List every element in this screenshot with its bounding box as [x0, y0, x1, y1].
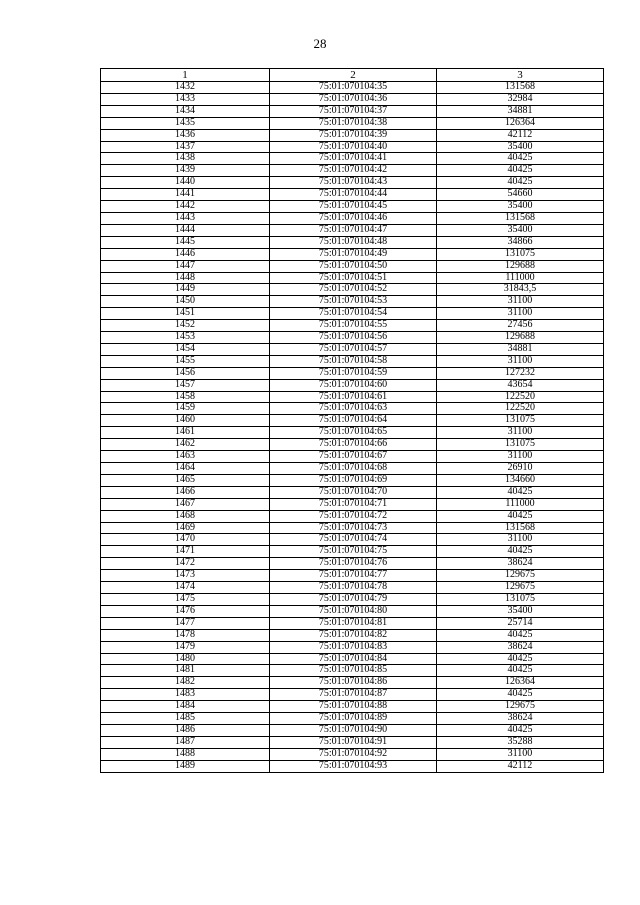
row-number-cell: 1435 — [101, 117, 270, 129]
table-row — [101, 129, 604, 141]
value-cell: 54660 — [437, 189, 604, 201]
value-cell: 31843,5 — [437, 284, 604, 296]
cadastral-number-cell: 75:01:070104:57 — [270, 343, 437, 355]
value-cell: 40425 — [437, 486, 604, 498]
table-row — [101, 391, 604, 403]
row-number-cell: 1442 — [101, 201, 270, 213]
cadastral-number-cell: 75:01:070104:46 — [270, 212, 437, 224]
row-number-cell: 1433 — [101, 93, 270, 105]
row-number-cell: 1481 — [101, 665, 270, 677]
row-number-cell: 1440 — [101, 177, 270, 189]
value-cell: 31100 — [437, 427, 604, 439]
cadastral-number-cell: 75:01:070104:65 — [270, 427, 437, 439]
row-number-cell: 1452 — [101, 320, 270, 332]
cadastral-number-cell: 75:01:070104:68 — [270, 463, 437, 475]
row-number-cell: 1485 — [101, 713, 270, 725]
value-cell: 129688 — [437, 260, 604, 272]
table-row — [101, 248, 604, 260]
row-number-cell: 1489 — [101, 760, 270, 772]
value-cell: 35400 — [437, 224, 604, 236]
row-number-cell: 1477 — [101, 617, 270, 629]
value-cell: 126364 — [437, 117, 604, 129]
table-row — [101, 260, 604, 272]
row-number-cell: 1462 — [101, 439, 270, 451]
table-row — [101, 82, 604, 94]
cadastral-number-cell: 75:01:070104:37 — [270, 105, 437, 117]
table-row — [101, 105, 604, 117]
value-cell: 129688 — [437, 332, 604, 344]
value-cell: 31100 — [437, 534, 604, 546]
value-cell: 40425 — [437, 665, 604, 677]
table-row — [101, 224, 604, 236]
cadastral-number-cell: 75:01:070104:51 — [270, 272, 437, 284]
value-cell: 31100 — [437, 748, 604, 760]
value-cell: 31100 — [437, 451, 604, 463]
cadastral-number-cell: 75:01:070104:90 — [270, 724, 437, 736]
value-cell: 111000 — [437, 272, 604, 284]
value-cell: 40425 — [437, 689, 604, 701]
value-cell: 34881 — [437, 343, 604, 355]
cadastral-number-cell: 75:01:070104:53 — [270, 296, 437, 308]
value-cell: 25714 — [437, 617, 604, 629]
value-cell: 31100 — [437, 296, 604, 308]
cadastral-number-cell: 75:01:070104:71 — [270, 498, 437, 510]
cadastral-number-cell: 75:01:070104:92 — [270, 748, 437, 760]
value-cell: 32984 — [437, 93, 604, 105]
row-number-cell: 1476 — [101, 605, 270, 617]
cadastral-number-cell: 75:01:070104:81 — [270, 617, 437, 629]
cadastral-number-cell: 75:01:070104:44 — [270, 189, 437, 201]
table-row — [101, 236, 604, 248]
cadastral-number-cell: 75:01:070104:75 — [270, 546, 437, 558]
table-row — [101, 486, 604, 498]
row-number-cell: 1457 — [101, 379, 270, 391]
row-number-cell: 1439 — [101, 165, 270, 177]
table-row — [101, 713, 604, 725]
table-row — [101, 534, 604, 546]
row-number-cell: 1454 — [101, 343, 270, 355]
value-cell: 134660 — [437, 474, 604, 486]
table-row — [101, 605, 604, 617]
cadastral-number-cell: 75:01:070104:66 — [270, 439, 437, 451]
row-number-cell: 1484 — [101, 701, 270, 713]
row-number-cell: 1483 — [101, 689, 270, 701]
table-row — [101, 474, 604, 486]
page-number: 28 — [313, 36, 327, 51]
table-row — [101, 427, 604, 439]
cadastral-number-cell: 75:01:070104:45 — [270, 201, 437, 213]
column-header: 2 — [270, 69, 437, 82]
cadastral-number-cell: 75:01:070104:60 — [270, 379, 437, 391]
table-row — [101, 403, 604, 415]
cadastral-number-cell: 75:01:070104:82 — [270, 629, 437, 641]
row-number-cell: 1482 — [101, 677, 270, 689]
value-cell: 40425 — [437, 653, 604, 665]
cadastral-number-cell: 75:01:070104:87 — [270, 689, 437, 701]
table-row — [101, 570, 604, 582]
cadastral-number-cell: 75:01:070104:47 — [270, 224, 437, 236]
data-table — [100, 68, 604, 773]
row-number-cell: 1441 — [101, 189, 270, 201]
table-row — [101, 93, 604, 105]
cadastral-number-cell: 75:01:070104:50 — [270, 260, 437, 272]
cadastral-number-cell: 75:01:070104:64 — [270, 415, 437, 427]
row-number-cell: 1455 — [101, 355, 270, 367]
table-row — [101, 177, 604, 189]
table-row — [101, 201, 604, 213]
table-row — [101, 653, 604, 665]
row-number-cell: 1436 — [101, 129, 270, 141]
column-header: 1 — [101, 69, 270, 82]
table-row — [101, 593, 604, 605]
value-cell: 131568 — [437, 212, 604, 224]
value-cell: 40425 — [437, 546, 604, 558]
table-row — [101, 748, 604, 760]
value-cell: 42112 — [437, 129, 604, 141]
table-row — [101, 736, 604, 748]
cadastral-number-cell: 75:01:070104:41 — [270, 153, 437, 165]
value-cell: 127232 — [437, 367, 604, 379]
header-row — [101, 69, 604, 82]
cadastral-number-cell: 75:01:070104:67 — [270, 451, 437, 463]
row-number-cell: 1464 — [101, 463, 270, 475]
row-number-cell: 1434 — [101, 105, 270, 117]
cadastral-number-cell: 75:01:070104:39 — [270, 129, 437, 141]
value-cell: 38624 — [437, 713, 604, 725]
table-row — [101, 641, 604, 653]
row-number-cell: 1438 — [101, 153, 270, 165]
table-row — [101, 189, 604, 201]
cadastral-number-cell: 75:01:070104:63 — [270, 403, 437, 415]
value-cell: 40425 — [437, 510, 604, 522]
cadastral-number-cell: 75:01:070104:59 — [270, 367, 437, 379]
cadastral-number-cell: 75:01:070104:76 — [270, 558, 437, 570]
row-number-cell: 1488 — [101, 748, 270, 760]
value-cell: 34881 — [437, 105, 604, 117]
cadastral-number-cell: 75:01:070104:89 — [270, 713, 437, 725]
table-row — [101, 117, 604, 129]
value-cell: 40425 — [437, 153, 604, 165]
row-number-cell: 1468 — [101, 510, 270, 522]
row-number-cell: 1432 — [101, 82, 270, 94]
row-number-cell: 1437 — [101, 141, 270, 153]
cadastral-number-cell: 75:01:070104:91 — [270, 736, 437, 748]
cadastral-number-cell: 75:01:070104:48 — [270, 236, 437, 248]
cadastral-number-cell: 75:01:070104:58 — [270, 355, 437, 367]
cadastral-number-cell: 75:01:070104:38 — [270, 117, 437, 129]
cadastral-number-cell: 75:01:070104:70 — [270, 486, 437, 498]
cadastral-number-cell: 75:01:070104:43 — [270, 177, 437, 189]
table-row — [101, 141, 604, 153]
row-number-cell: 1475 — [101, 593, 270, 605]
row-number-cell: 1461 — [101, 427, 270, 439]
value-cell: 31100 — [437, 308, 604, 320]
value-cell: 111000 — [437, 498, 604, 510]
row-number-cell: 1447 — [101, 260, 270, 272]
row-number-cell: 1471 — [101, 546, 270, 558]
column-header: 3 — [437, 69, 604, 82]
cadastral-number-cell: 75:01:070104:79 — [270, 593, 437, 605]
row-number-cell: 1450 — [101, 296, 270, 308]
value-cell: 131075 — [437, 248, 604, 260]
value-cell: 34866 — [437, 236, 604, 248]
row-number-cell: 1451 — [101, 308, 270, 320]
cadastral-number-cell: 75:01:070104:54 — [270, 308, 437, 320]
cadastral-number-cell: 75:01:070104:85 — [270, 665, 437, 677]
value-cell: 40425 — [437, 724, 604, 736]
value-cell: 131075 — [437, 593, 604, 605]
cadastral-number-cell: 75:01:070104:84 — [270, 653, 437, 665]
cadastral-number-cell: 75:01:070104:56 — [270, 332, 437, 344]
value-cell: 42112 — [437, 760, 604, 772]
cadastral-number-cell: 75:01:070104:69 — [270, 474, 437, 486]
row-number-cell: 1466 — [101, 486, 270, 498]
table-row — [101, 724, 604, 736]
row-number-cell: 1449 — [101, 284, 270, 296]
value-cell: 129675 — [437, 570, 604, 582]
table-row — [101, 558, 604, 570]
value-cell: 35400 — [437, 141, 604, 153]
table-row — [101, 153, 604, 165]
table-row — [101, 760, 604, 772]
value-cell: 38624 — [437, 558, 604, 570]
value-cell: 26910 — [437, 463, 604, 475]
cadastral-number-cell: 75:01:070104:93 — [270, 760, 437, 772]
table-row — [101, 522, 604, 534]
cadastral-number-cell: 75:01:070104:88 — [270, 701, 437, 713]
table-row — [101, 379, 604, 391]
row-number-cell: 1459 — [101, 403, 270, 415]
value-cell: 35400 — [437, 605, 604, 617]
row-number-cell: 1465 — [101, 474, 270, 486]
table-row — [101, 546, 604, 558]
cadastral-number-cell: 75:01:070104:52 — [270, 284, 437, 296]
value-cell: 131075 — [437, 439, 604, 451]
cadastral-number-cell: 75:01:070104:61 — [270, 391, 437, 403]
cadastral-number-cell: 75:01:070104:72 — [270, 510, 437, 522]
table-row — [101, 296, 604, 308]
row-number-cell: 1472 — [101, 558, 270, 570]
table-row — [101, 463, 604, 475]
value-cell: 27456 — [437, 320, 604, 332]
value-cell: 131568 — [437, 522, 604, 534]
row-number-cell: 1453 — [101, 332, 270, 344]
cadastral-number-cell: 75:01:070104:49 — [270, 248, 437, 260]
cadastral-number-cell: 75:01:070104:73 — [270, 522, 437, 534]
cadastral-number-cell: 75:01:070104:83 — [270, 641, 437, 653]
row-number-cell: 1446 — [101, 248, 270, 260]
table-header — [101, 69, 604, 82]
table-row — [101, 165, 604, 177]
value-cell: 43654 — [437, 379, 604, 391]
table-row — [101, 665, 604, 677]
value-cell: 38624 — [437, 641, 604, 653]
row-number-cell: 1486 — [101, 724, 270, 736]
row-number-cell: 1473 — [101, 570, 270, 582]
table-row — [101, 415, 604, 427]
table-row — [101, 510, 604, 522]
table-row — [101, 439, 604, 451]
value-cell: 129675 — [437, 701, 604, 713]
value-cell: 122520 — [437, 391, 604, 403]
table-row — [101, 451, 604, 463]
cadastral-number-cell: 75:01:070104:77 — [270, 570, 437, 582]
cadastral-number-cell: 75:01:070104:80 — [270, 605, 437, 617]
table-row — [101, 582, 604, 594]
table-row — [101, 343, 604, 355]
value-cell: 40425 — [437, 629, 604, 641]
table-row — [101, 689, 604, 701]
row-number-cell: 1480 — [101, 653, 270, 665]
row-number-cell: 1469 — [101, 522, 270, 534]
cadastral-number-cell: 75:01:070104:78 — [270, 582, 437, 594]
row-number-cell: 1463 — [101, 451, 270, 463]
value-cell: 35288 — [437, 736, 604, 748]
value-cell: 131568 — [437, 82, 604, 94]
table-row — [101, 677, 604, 689]
table-row — [101, 355, 604, 367]
value-cell: 35400 — [437, 201, 604, 213]
row-number-cell: 1479 — [101, 641, 270, 653]
value-cell: 40425 — [437, 177, 604, 189]
row-number-cell: 1474 — [101, 582, 270, 594]
table-row — [101, 617, 604, 629]
value-cell: 122520 — [437, 403, 604, 415]
row-number-cell: 1444 — [101, 224, 270, 236]
table-row — [101, 367, 604, 379]
table-row — [101, 308, 604, 320]
table-row — [101, 498, 604, 510]
row-number-cell: 1467 — [101, 498, 270, 510]
row-number-cell: 1460 — [101, 415, 270, 427]
row-number-cell: 1487 — [101, 736, 270, 748]
row-number-cell: 1456 — [101, 367, 270, 379]
row-number-cell: 1478 — [101, 629, 270, 641]
cadastral-number-cell: 75:01:070104:40 — [270, 141, 437, 153]
cadastral-number-cell: 75:01:070104:36 — [270, 93, 437, 105]
cadastral-number-cell: 75:01:070104:35 — [270, 82, 437, 94]
table-row — [101, 701, 604, 713]
table-row — [101, 320, 604, 332]
cadastral-number-cell: 75:01:070104:42 — [270, 165, 437, 177]
table-row — [101, 212, 604, 224]
row-number-cell: 1470 — [101, 534, 270, 546]
cadastral-number-cell: 75:01:070104:55 — [270, 320, 437, 332]
value-cell: 131075 — [437, 415, 604, 427]
cadastral-number-cell: 75:01:070104:86 — [270, 677, 437, 689]
value-cell: 126364 — [437, 677, 604, 689]
row-number-cell: 1448 — [101, 272, 270, 284]
table-body — [101, 82, 604, 773]
value-cell: 129675 — [437, 582, 604, 594]
row-number-cell: 1445 — [101, 236, 270, 248]
value-cell: 40425 — [437, 165, 604, 177]
value-cell: 31100 — [437, 355, 604, 367]
row-number-cell: 1443 — [101, 212, 270, 224]
table-row — [101, 629, 604, 641]
table-row — [101, 332, 604, 344]
table-row — [101, 284, 604, 296]
cadastral-number-cell: 75:01:070104:74 — [270, 534, 437, 546]
row-number-cell: 1458 — [101, 391, 270, 403]
table-row — [101, 272, 604, 284]
